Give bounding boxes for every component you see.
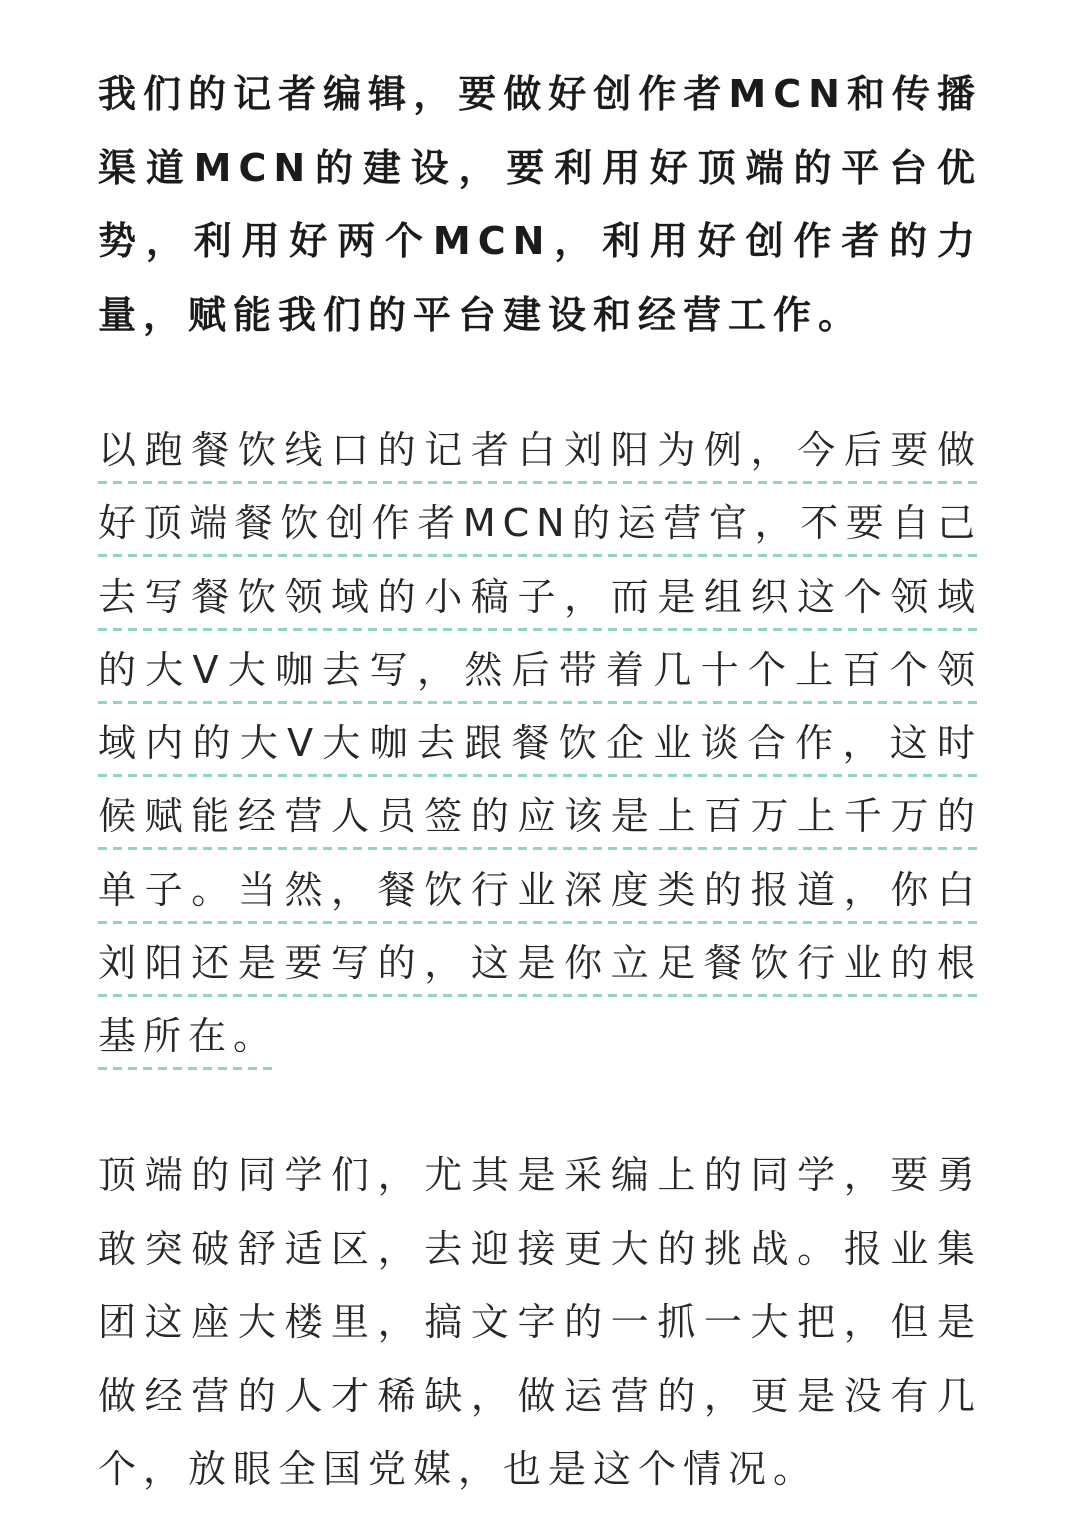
- dotted-underline-text: 以跑餐饮线口的记者白刘阳为例，今后要做好顶端餐饮创作者MCN的运营官，不要自己去写餐饮领域的小稿子，而是组织这个领域的大V大咖去写，然后带着几十个上百个领域内的大V大咖去跟餐饮企业谈合作，这时候赋能经营人员签的应该是上百万上千万的单子。当然，餐饮行业深度类的报道，你白刘阳还是要写的，这是你立足餐饮行业的根基所在。: [98, 428, 982, 1072]
- paragraph-underlined-example: [98, 414, 982, 1074]
- paragraph-bold-mcn-construction: 我们的记者编辑，要做好创作者MCN和传播渠道MCN的建设，要利用好顶端的平台优势，利用好两个MCN，利用好创作者的力量，赋能我们的平台建设和经营工作。: [98, 72, 982, 337]
- paragraph-comfort-zone: 顶端的同学们，尤其是采编上的同学，要勇敢突破舒适区，去迎接更大的挑战。报业集团这座大楼里，搞文字的一抓一大把，但是做经营的人才稀缺，做运营的，更是没有几个，放眼全国党媒，也是这个情况。: [98, 1153, 982, 1491]
